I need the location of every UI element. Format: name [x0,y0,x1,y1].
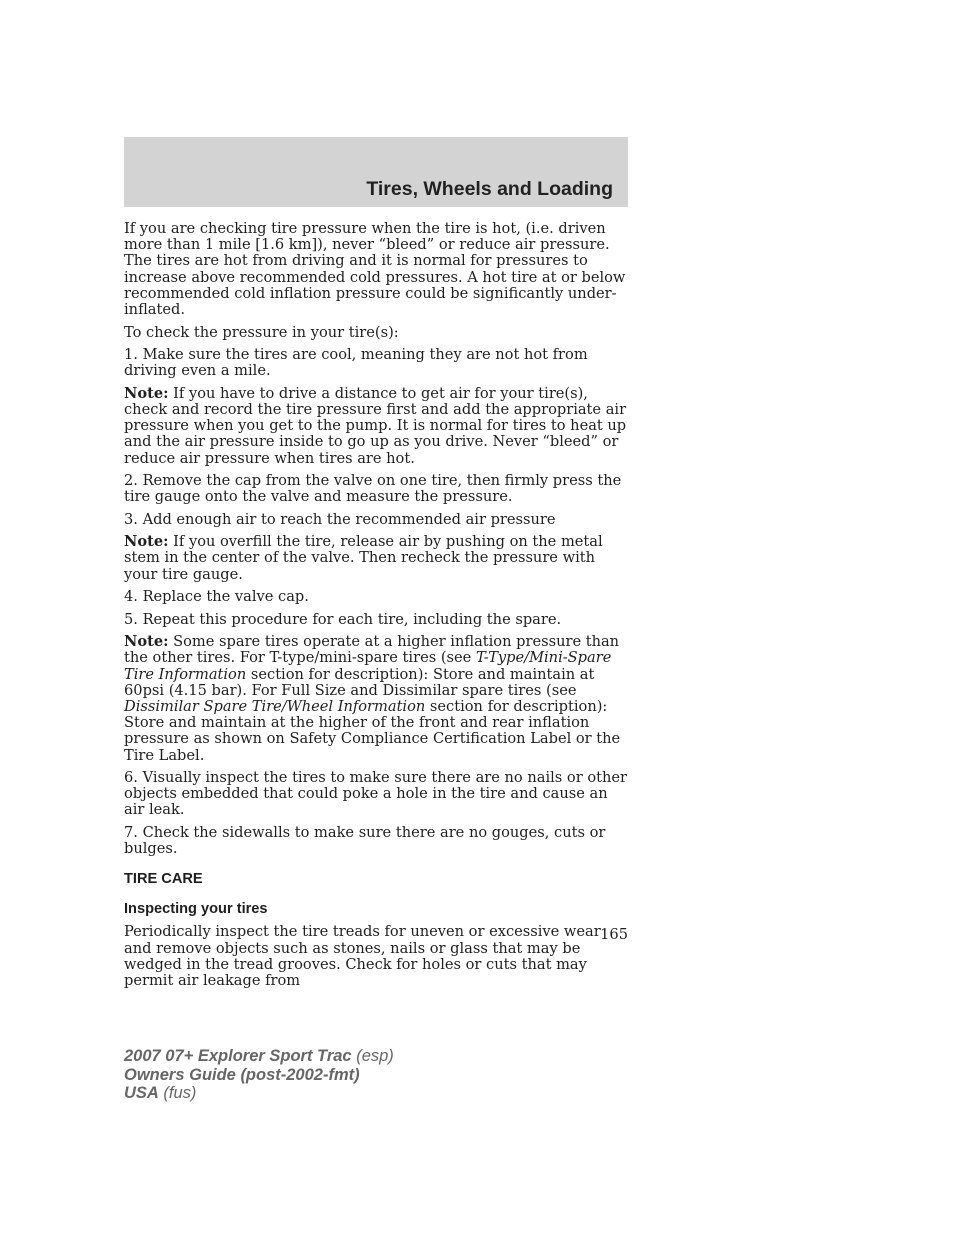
paragraph-inspect-treads: Periodically inspect the tire treads for uneven or excessive wear and remove objects such as stones, nails or glass that may be wedged in the tread grooves. Check for holes or cuts that may permit air leakage from [124,923,601,989]
step-5: 5. Repeat this procedure for each tire, including the spare. [124,610,562,628]
note-label: Note: [124,533,169,551]
footer-guide-format: Owners Guide (post-2002-fmt) [124,1065,360,1084]
note-2 [124,534,627,583]
page-body [124,221,627,995]
note-text: If you have to drive a distance to get air for your tire(s), check and record the tire pressure first and add the appropriate air pressure when you get to the pump. It is normal for tires to heat up and the air pressure inside to go up as you drive. Never “bleed” or reduce air pressure when tires are hot. [124,384,627,467]
step-3: 3. Add enough air to reach the recommended air pressure [124,510,556,528]
paragraph-hot-tire-warning: If you are checking tire pressure when the tire is hot, (i.e. driven more than 1 mile [1.6 km]), never “bleed” or reduce air pressure. The tires are hot from driving and it is normal for pressures to increase above recommended cold pressures. A hot tire at or below recommended cold inflation pressure could be significantly under-inflated. [124,220,626,319]
step-7: 7. Check the sidewalls to make sure there are no gouges, cuts or bulges. [124,823,606,858]
note-text: section for description): Store and maintain at 60psi (4.15 bar). For Full Size and Dissimilar spare tires (see [124,665,595,699]
page-number: 165 [600,926,628,943]
footer-language-code: (esp) [351,1047,394,1065]
note-1 [124,386,627,467]
note-text: Some spare tires operate at a higher inflation pressure than the other tires. For T-type/mini-spare tires (see [124,633,620,667]
footer-market-code: (fus) [158,1084,197,1102]
sub-heading-inspecting-tires: Inspecting your tires [124,901,268,918]
note-label: Note: [124,384,169,402]
step-2: 2. Remove the cap from the valve on one tire, then firmly press the tire gauge onto the valve and measure the pressure. [124,472,622,506]
note-label: Note: [124,633,169,651]
step-1: 1. Make sure the tires are cool, meaning they are not hot from driving even a mile. [124,346,588,380]
chapter-title: Tires, Wheels and Loading [366,178,613,200]
footer-model: 2007 07+ Explorer Sport Trac [124,1047,352,1065]
note-3 [124,634,627,764]
note-text: section for description): Store and maintain at the higher of the front and rear inflation pressure as shown on Safety Compliance Certification Label or the Tire Label. [124,697,621,764]
footer-line-3 [124,1084,394,1103]
document-footer [124,1047,394,1103]
footer-line-1 [124,1047,394,1066]
chapter-header-band [124,137,628,207]
footer-line-2 [124,1066,394,1085]
step-6: 6. Visually inspect the tires to make sure there are no nails or other objects embedded that could poke a hole in the tire and cause an air leak. [124,769,627,819]
footer-market: USA [124,1084,159,1102]
section-heading-tire-care: TIRE CARE [124,871,203,888]
cross-reference-dissimilar-spare: Dissimilar Spare Tire/Wheel Information [124,697,426,715]
note-text: If you overfill the tire, release air by pushing on the metal stem in the center of the valve. Then recheck the pressure with your tire gauge. [124,533,603,583]
step-4: 4. Replace the valve cap. [124,588,309,606]
cross-reference-mini-spare: T-Type/Mini-Spare Tire Information [124,649,612,683]
paragraph-check-intro: To check the pressure in your tire(s): [124,323,399,341]
